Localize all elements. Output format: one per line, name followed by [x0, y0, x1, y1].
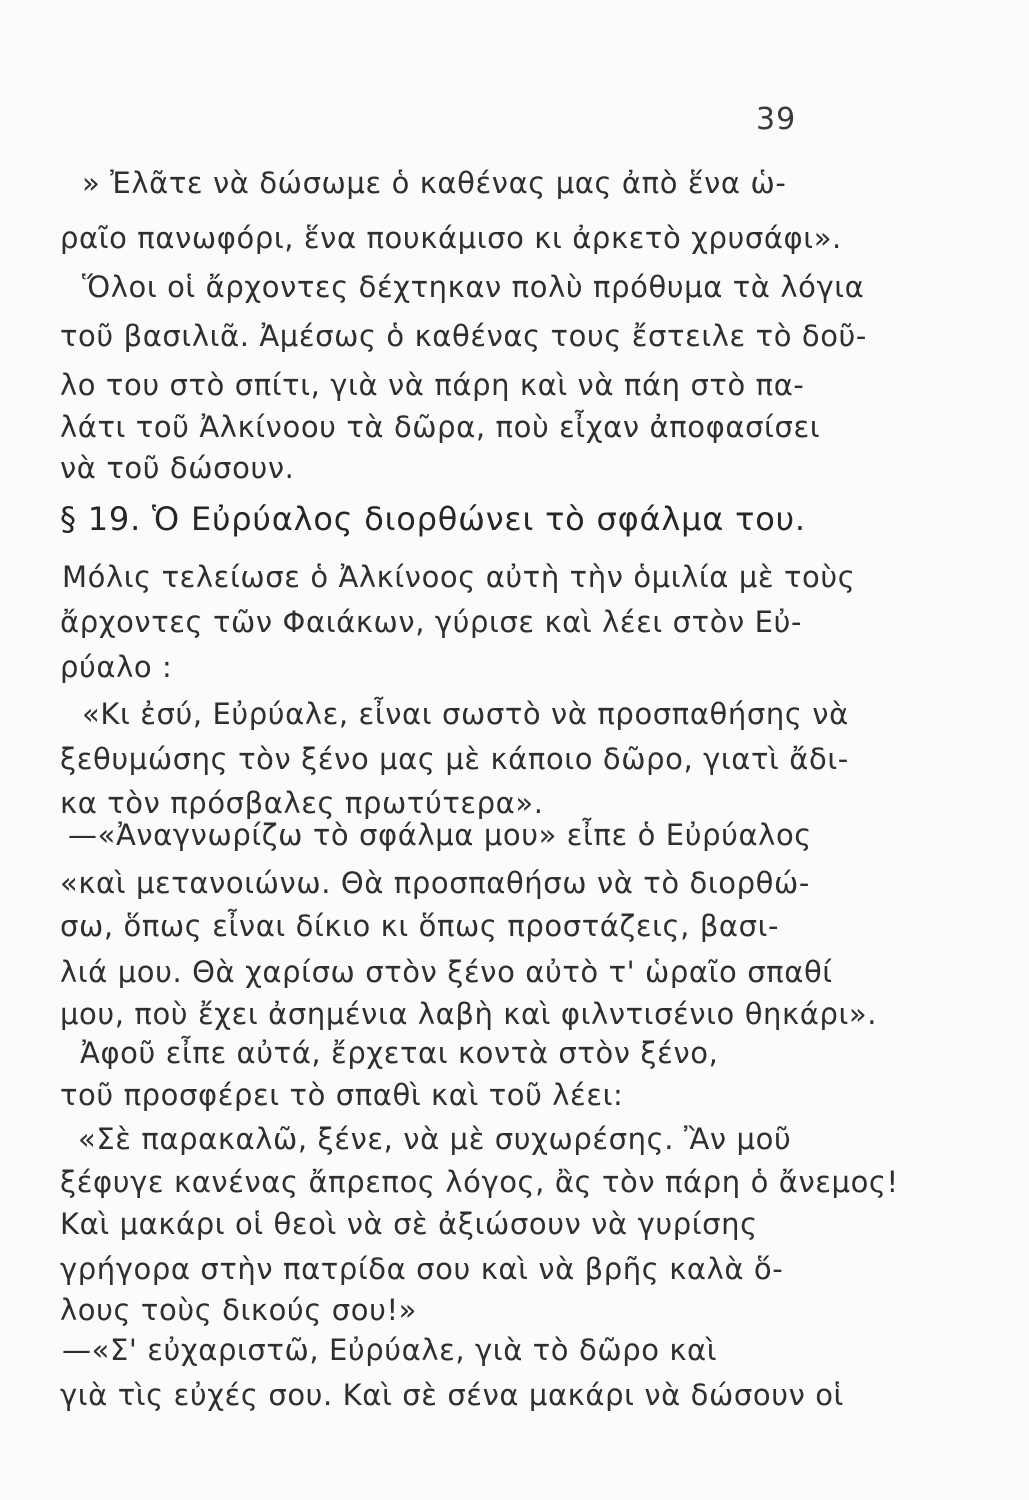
text-line: κα τὸν πρόσβαλες πρωτύτερα». [60, 786, 544, 820]
text-line: λιά μου. Θὰ χαρίσω στὸν ξένο αὐτὸ τ' ὡραῖο σπαθί [60, 955, 833, 989]
text-line: ξεθυμώσης τὸν ξένο μας μὲ κάποιο δῶρο, γιατὶ ἄδι- [60, 742, 849, 776]
text-line: γιὰ τὶς εὐχές σου. Καὶ σὲ σένα μακάρι νὰ δώσουν οἱ [60, 1378, 844, 1412]
text-line: ἄρχοντες τῶν Φαιάκων, γύρισε καὶ λέει στὸν Εὐ- [60, 605, 803, 639]
text-line: λάτι τοῦ Ἀλκίνοου τὰ δῶρα, ποὺ εἶχαν ἀποφασίσει [60, 410, 821, 444]
text-line: —«Σ' εὐχαριστῶ, Εὐρύαλε, γιὰ τὸ δῶρο καὶ [62, 1333, 718, 1367]
text-line: λο του στὸ σπίτι, γιὰ νὰ πάρη καὶ νὰ πάη στὸ πα- [60, 368, 805, 402]
text-line: τοῦ προσφέρει τὸ σπαθὶ καὶ τοῦ λέει: [60, 1078, 624, 1112]
text-line: γρήγορα στὴν πατρίδα σου καὶ νὰ βρῆς καλὰ ὅ- [60, 1252, 784, 1286]
text-line: λους τοὺς δικούς σου!» [60, 1293, 418, 1327]
text-line: —«Ἀναγνωρίζω τὸ σφάλμα μου» εἶπε ὁ Εὐρύαλος [68, 818, 812, 852]
text-line: «καὶ μετανοιώνω. Θὰ προσπαθήσω νὰ τὸ διορθώ- [60, 866, 810, 900]
text-line: Ὅλοι οἱ ἄρχοντες δέχτηκαν πολὺ πρόθυμα τὰ λόγια [82, 270, 865, 304]
text-line: » Ἐλᾶτε νὰ δώσωμε ὁ καθένας μας ἀπὸ ἕνα ὡ- [82, 166, 787, 200]
text-line: ξέφυγε κανένας ἄπρεπος λόγος, ἂς τὸν πάρη ὁ ἄνεμος! [60, 1165, 899, 1199]
text-line: νὰ τοῦ δώσουν. [60, 451, 295, 485]
text-line: ρύαλο : [60, 650, 173, 684]
text-line: μου, ποὺ ἔχει ἀσημένια λαβὴ καὶ φιλντισένιο θηκάρι». [60, 997, 878, 1031]
text-line: Καὶ μακάρι οἱ θεοὶ νὰ σὲ ἀξιώσουν νὰ γυρίσης [60, 1207, 758, 1241]
section-heading: § 19. Ὁ Εὐρύαλος διορθώνει τὸ σφάλμα του. [60, 500, 806, 538]
page-number: 39 [756, 102, 797, 137]
text-line: Ἀφοῦ εἶπε αὐτά, ἔρχεται κοντὰ στὸν ξένο, [80, 1036, 719, 1070]
text-line: ραῖο πανωφόρι, ἕνα πουκάμισο κι ἀρκετὸ χρυσάφι». [60, 221, 842, 255]
text-line: «Κι ἐσύ, Εὐρύαλε, εἶναι σωστὸ νὰ προσπαθήσης νὰ [82, 697, 849, 731]
text-line: σω, ὅπως εἶναι δίκιο κι ὅπως προστάζεις, βασι- [60, 909, 780, 943]
text-line: τοῦ βασιλιᾶ. Ἀμέσως ὁ καθένας τους ἔστειλε τὸ δοῦ- [60, 319, 867, 353]
text-line: Μόλις τελείωσε ὁ Ἀλκίνοος αὐτὴ τὴν ὁμιλία μὲ τοὺς [62, 560, 856, 594]
text-line: «Σὲ παρακαλῶ, ξένε, νὰ μὲ συχωρέσης. Ἂν μοῦ [78, 1122, 792, 1156]
